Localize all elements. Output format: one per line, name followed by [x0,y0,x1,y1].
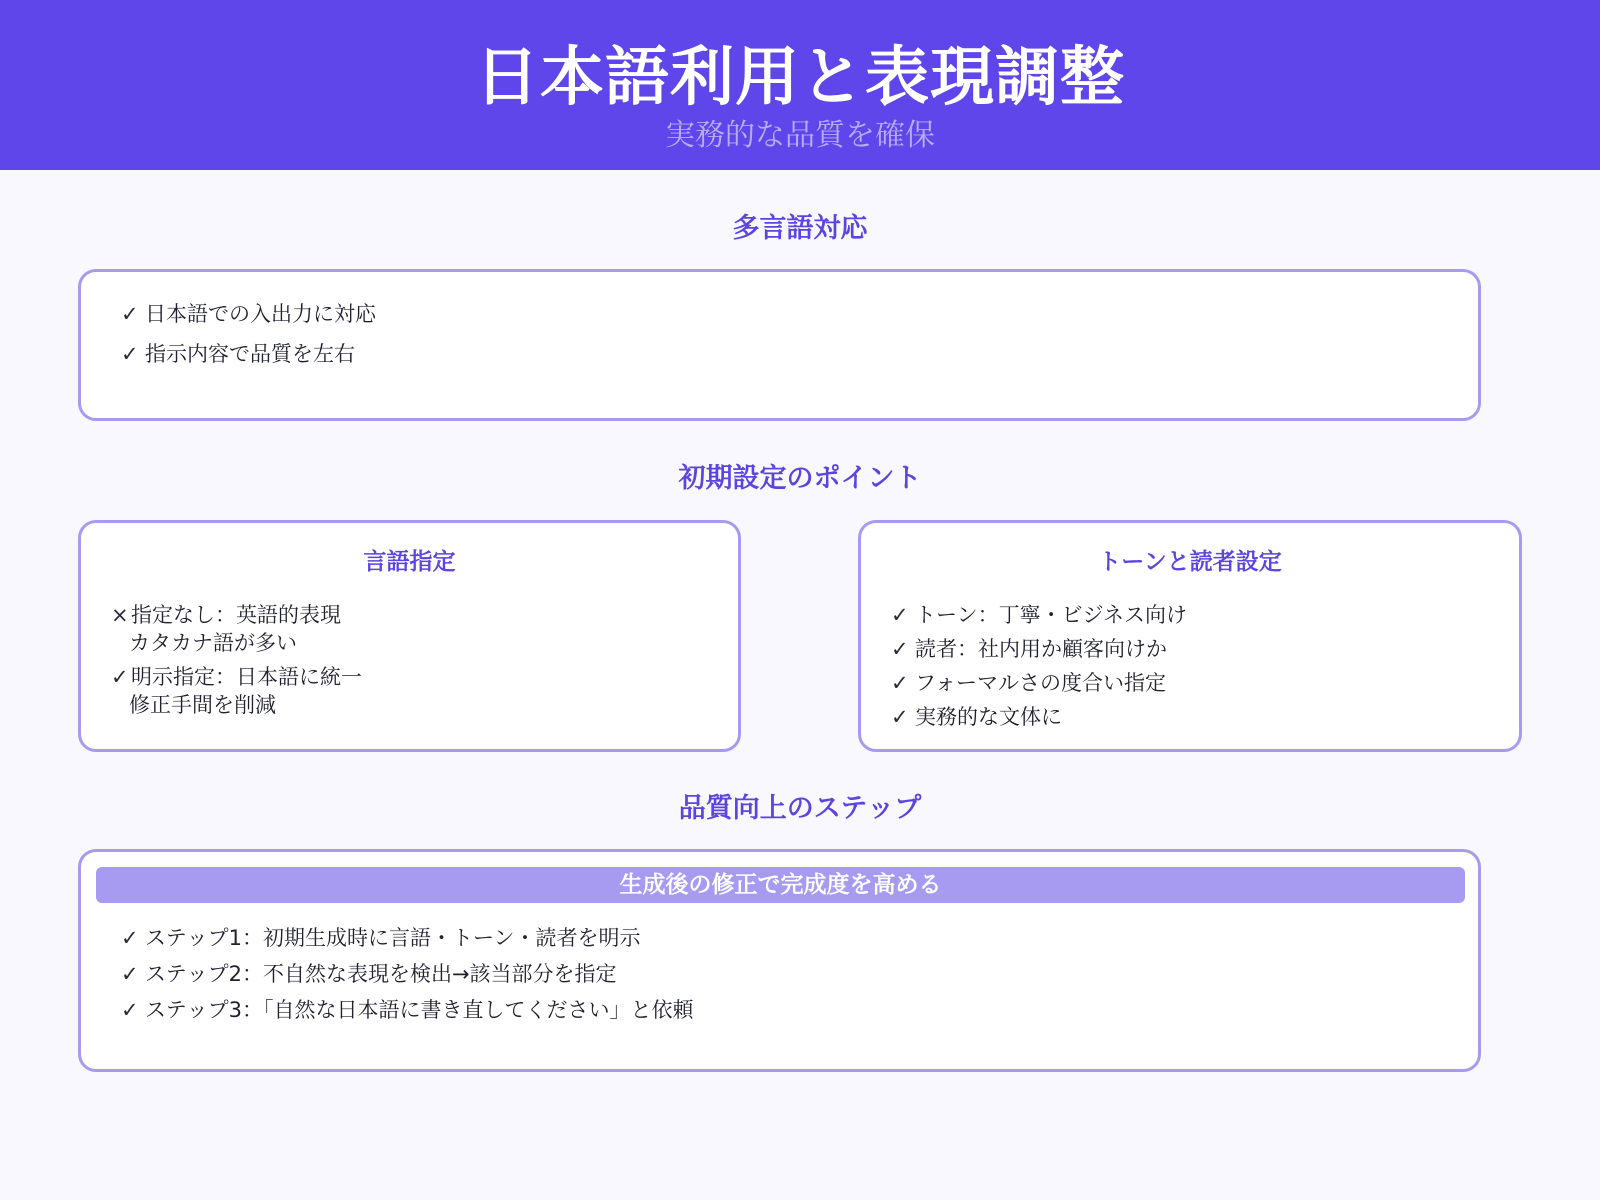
cross-icon: × [111,603,129,627]
list-item [121,924,641,952]
list-item [121,960,617,988]
list-item-continuation: カタカナ語が多い [129,631,297,655]
list-item-text: 実務的な文体に [915,705,1062,729]
check-icon: ✓ [121,342,139,366]
list-item-continuation: 修正手間を削減 [129,693,276,717]
quality-steps-banner: 生成後の修正で完成度を高める [96,867,1465,903]
page-title: 日本語利用と表現調整 [475,41,1125,115]
check-icon: ✓ [121,302,139,326]
check-icon: ✓ [891,671,909,695]
list-item-text: 読者：社内用か顧客向けか [915,637,1167,661]
check-icon: ✓ [891,637,909,661]
section-title-quality-steps: 品質向上のステップ [678,793,922,824]
list-item-text: トーン：丁寧・ビジネス向け [915,603,1187,627]
header-banner [0,0,1600,170]
list-item-text: ステップ3：「自然な日本語に書き直してください」と依頼 [145,998,694,1022]
check-icon: ✓ [121,998,139,1022]
check-icon: ✓ [891,603,909,627]
list-item [121,340,355,368]
list-item [111,601,341,657]
check-icon: ✓ [891,705,909,729]
list-item [891,635,1167,663]
list-item-text: 明示指定：日本語に統一 [131,665,362,689]
list-item [891,601,1187,629]
check-icon: ✓ [111,665,129,689]
check-icon: ✓ [121,926,139,950]
quality-steps-card [78,849,1481,1072]
list-item [121,996,693,1024]
language-card-title: 言語指定 [363,549,456,575]
list-item [891,669,1166,697]
list-item-text: フォーマルさの度合い指定 [915,671,1166,695]
list-item-text: 指定なし：英語的表現 [131,603,341,627]
list-item-text: 日本語での入出力に対応 [145,302,376,326]
multilingual-card [78,269,1481,421]
list-item [121,300,376,328]
section-title-multilingual: 多言語対応 [732,213,868,244]
section-title-initial-settings: 初期設定のポイント [678,463,922,494]
list-item-text: ステップ2：不自然な表現を検出→該当部分を指定 [145,962,617,986]
check-icon: ✓ [121,962,139,986]
list-item-text: 指示内容で品質を左右 [145,342,355,366]
list-item [891,703,1062,731]
list-item [111,663,362,719]
tone-card [858,520,1522,752]
page-subtitle: 実務的な品質を確保 [665,118,935,153]
tone-card-title: トーンと読者設定 [1098,549,1282,575]
list-item-text: ステップ1：初期生成時に言語・トーン・読者を明示 [145,926,641,950]
language-card [78,520,741,752]
